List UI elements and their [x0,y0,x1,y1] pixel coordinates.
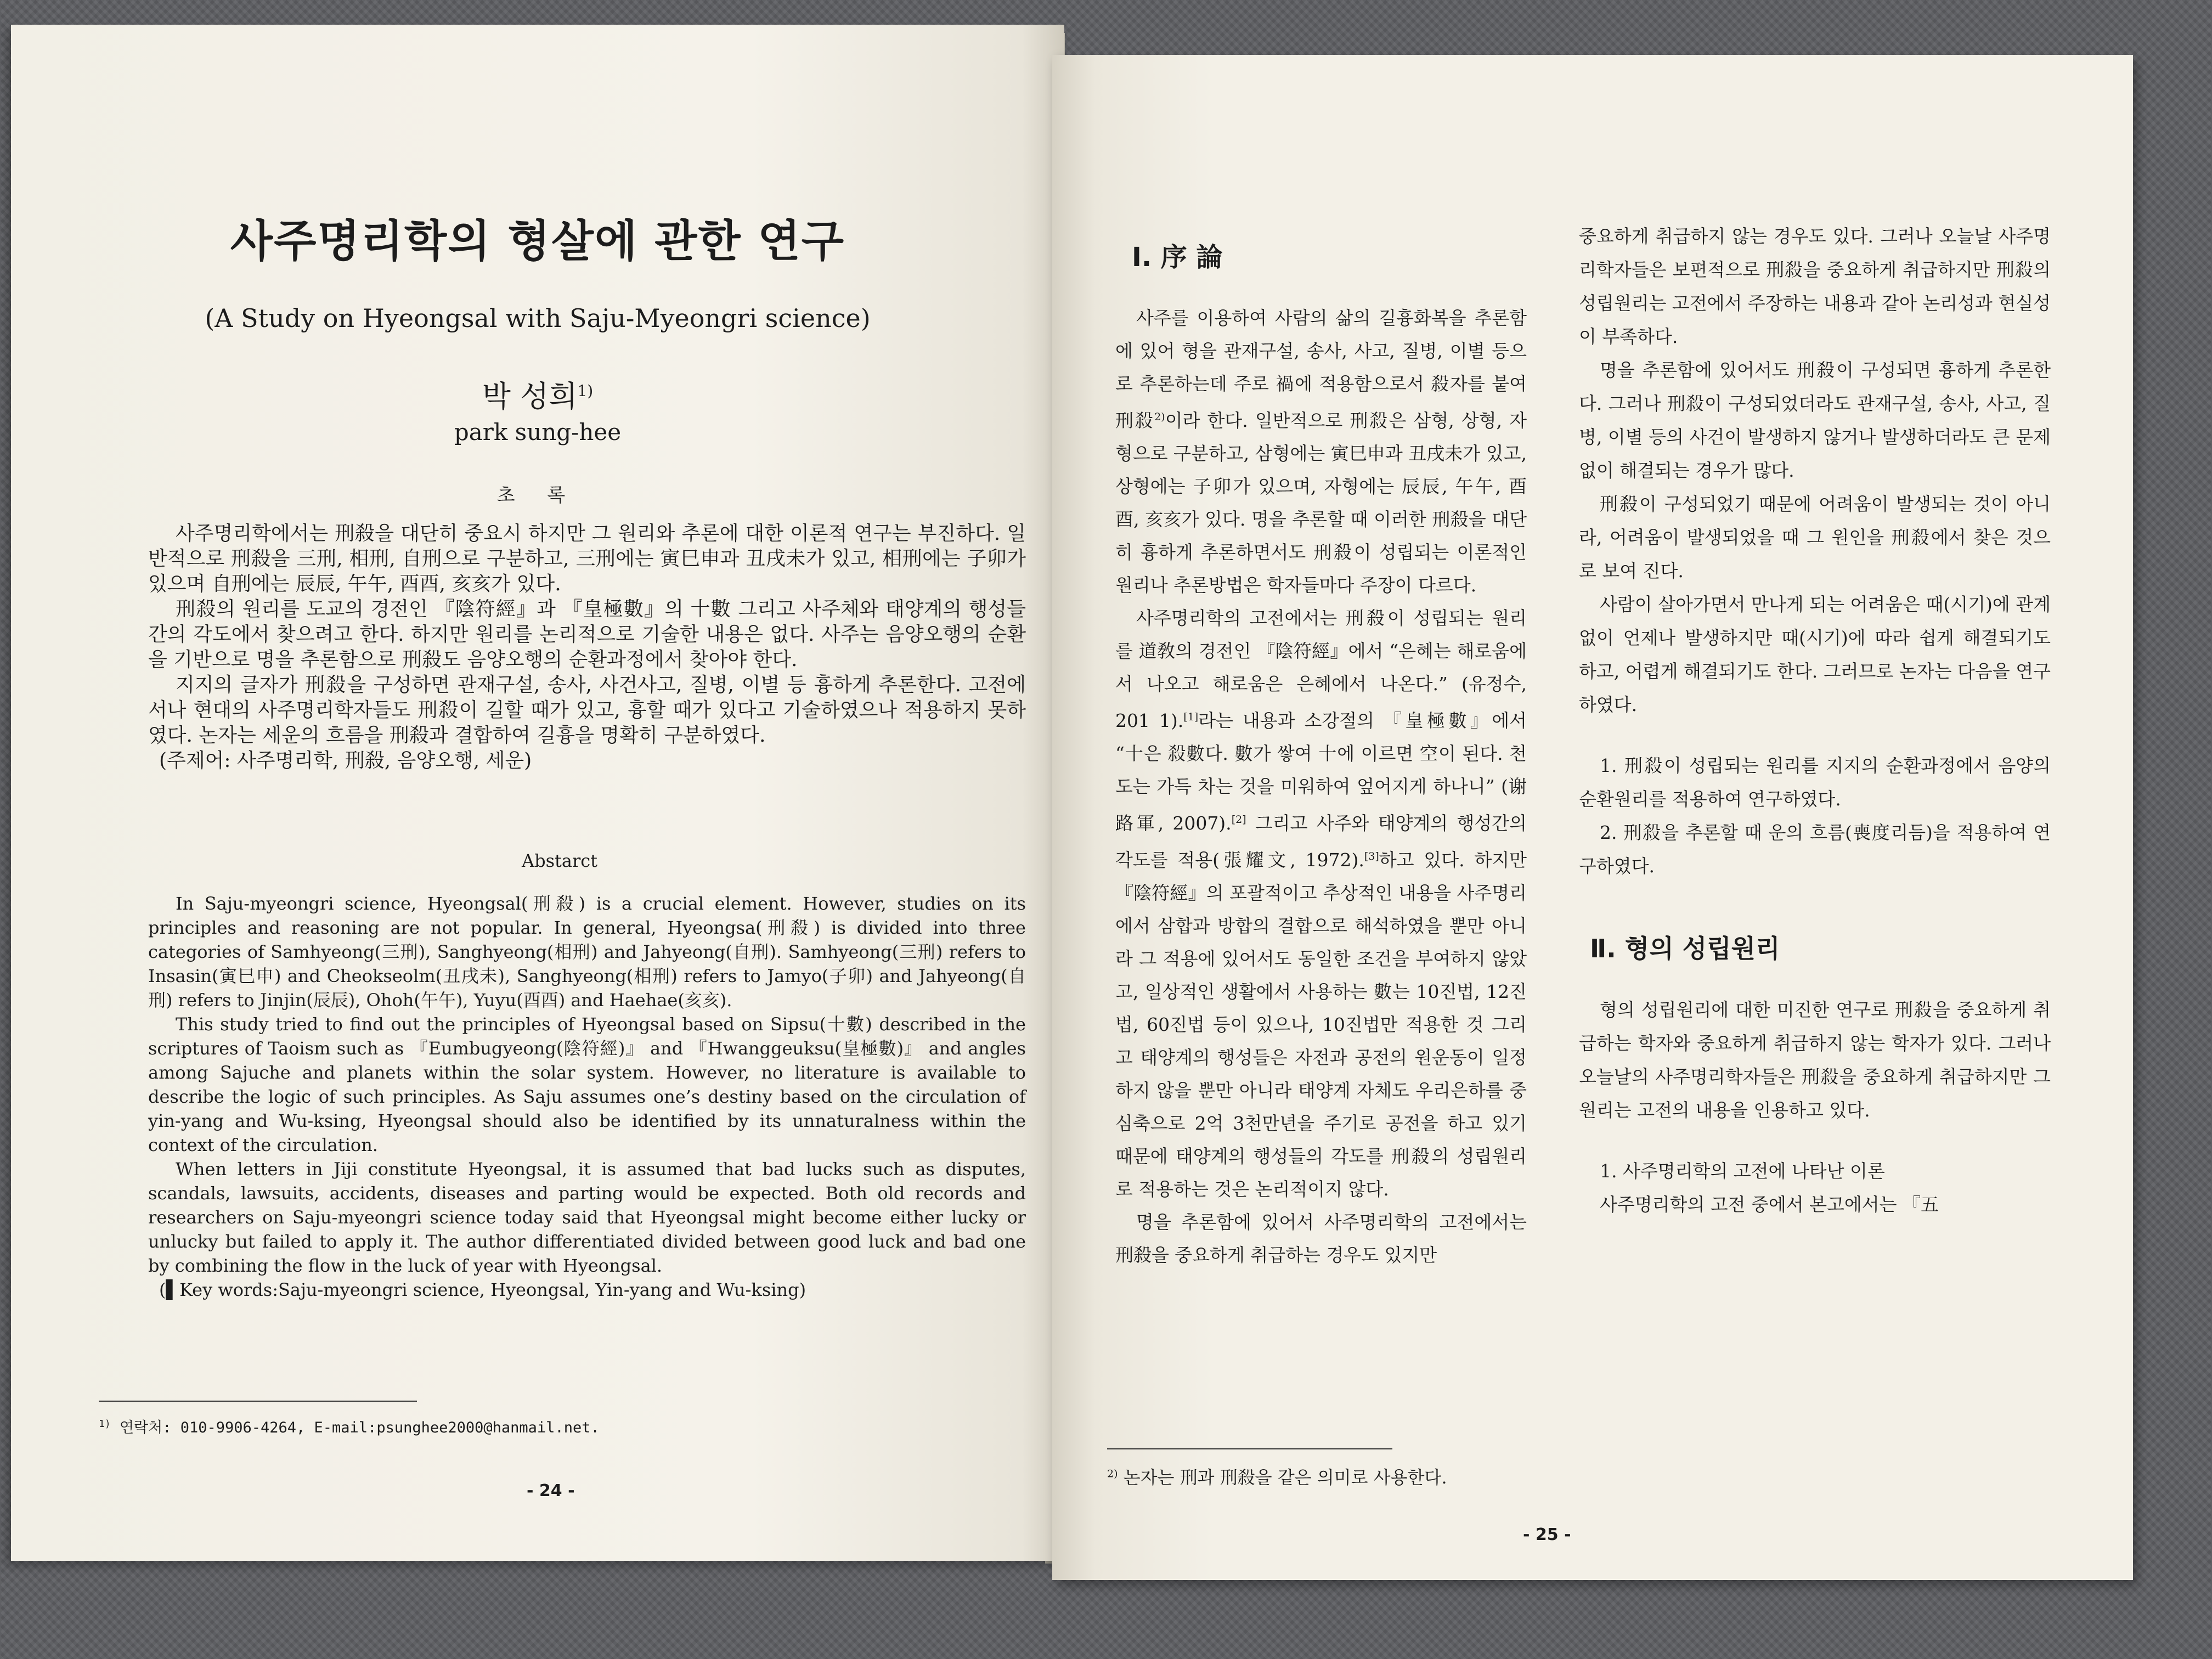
author-name-text: 박 성희 [482,379,578,414]
spacer [1579,1127,2051,1154]
footnote-divider [1107,1448,1392,1449]
research-item: 1. 刑殺이 성립되는 원리를 지지의 순환과정에서 음양의 순환원리를 적용하여 연구하였다. [1579,755,2051,810]
body-text: 이라 한다. 일반적으로 刑殺은 삼형, 상형, 자형으로 구분하고, 삼형에는 寅巳申과 丑戌未가 있고, 상형에는 子卯가 있으며, 자형에는 辰辰, 午午, 酉酉, 亥亥가 있다. 명을 추론할 때 이러한 刑殺을 대단히 흉하게 추론하면서도 刑殺이 성립되는 이론적인 원리나 추론방법은 학자들마다 주장이 다르다. [1115,410,1527,596]
footnote-contact [99,1415,600,1437]
citation-ref: [1] [1183,711,1199,723]
section-heading-introduction: Ⅰ. 序 論 [1132,242,1223,273]
english-abstract-paragraph: In Saju-myeongri science, Hyeongsal(刑殺) is a crucial element. However, studies on its principles and reasoning are not popular. In general, Hyeongsa(刑殺) is divided into three categories of Samhyeong(三刑), Sanghyeong(相刑) and Jahyeong(自刑). Samhyeong(三刑) refers to Insasin(寅巳申) and Cheokseolm(丑戌未), Sanghyeong(相刑) refers to Jamyo(子卯) and Jahyeong(自刑) refers to Jinjin(辰辰), Ohoh(午午), Yuyu(酉酉) and Haehae(亥亥). [148,893,1026,1011]
footnote-terminology [1107,1464,1447,1489]
author-name [11,373,1064,415]
korean-abstract-heading: 초 록 [496,484,579,506]
body-paragraph: 사람이 살아가면서 만나게 되는 어려움은 때(시기)에 관계없이 언제나 발생하지만 때(시기)에 따라 쉽게 해결되기도 하고, 어렵게 해결되기도 한다. 그러므로 논자는 다음을 연구하였다. [1579,594,2051,715]
korean-abstract-paragraph: 지지의 글자가 刑殺을 구성하면 관재구설, 송사, 사건사고, 질병, 이별 등 흉하게 추론한다. 고전에서나 현대의 사주명리학자들도 刑殺이 길할 때가 있고, 흉할 때가 있다고 기술하였으나 적용하지 못하였다. 논자는 세운의 흐름을 刑殺과 결합하여 길흉을 명확히 구분하였다. [148,674,1026,747]
english-abstract-heading: Abstarct [521,850,598,871]
body-text: 그리고 사주와 태양계의 행성간의 각도를 적용(張耀文, 1972). [1115,812,1527,871]
body-paragraph: 명을 추론함에 있어서 사주명리학의 고전에서는 刑殺을 중요하게 취급하는 경우도 있지만 [1115,1211,1527,1266]
korean-abstract-paragraph: 刑殺의 원리를 도교의 경전인 『陰符經』과 『皇極數』의 十數 그리고 사주체와 태양계의 행성들간의 각도에서 찾으려고 한다. 하지만 원리를 논리적으로 기술한 내용은 없다. 사주는 음양오행의 순환을 기반으로 명을 추론함으로 刑殺도 음양오행의 순환과정에서 찾아야 한다. [148,598,1026,671]
page-number-left: - 24 - [527,1481,575,1500]
body-paragraph: 사주명리학의 고전 중에서 본고에서는 『五 [1600,1194,1939,1215]
right-page [1052,55,2133,1580]
body-text: 하고 있다. 하지만 『陰符經』의 포괄적이고 추상적인 내용을 사주명리에서 삼합과 방합의 결합으로 해석하였을 뿐만 아니라 그 적용에 있어서도 동일한 조건을 부여하지 않았고, 일상적인 생활에서 사용하는 數는 10진법, 12진법, 60진법 등이 있으나, 10진법만 적용한 것 그리고 태양계의 행성들은 자전과 공전의 원운동이 일정하지 않을 뿐만 아니라 태양계 자체도 우리은하를 중심축으로 2억 3천만년을 주기로 공전을 하고 있기 때문에 태양계의 행성들의 각도를 刑殺의 성립원리로 적용하는 것은 논리적이지 않다. [1115,849,1527,1200]
body-column-1 [1115,302,1527,1272]
research-item: 2. 刑殺을 추론할 때 운의 흐름(喪度리듬)을 적용하여 연구하였다. [1579,822,2051,877]
body-text: 사주를 이용하여 사람의 삶의 길흉화복을 추론함에 있어 형을 관재구설, 송사, 사고, 질병, 이별 등으로 추론하는데 주로 禍에 적용함으로서 殺자를 붙여 刑殺 [1115,307,1527,431]
subsection-heading: 1. 사주명리학의 고전에 나타난 이론 [1600,1160,1885,1182]
body-text: 라는 내용과 소강절의 『皇極數』에서 “十은 殺數다. 數가 쌓여 十에 이르면 空이 된다. 천도는 가득 차는 것을 미워하여 엎어지게 하나니” (谢路軍, 2007). [1115,710,1527,834]
korean-abstract-paragraph: 사주명리학에서는 刑殺을 대단히 중요시 하지만 그 원리와 추론에 대한 이론적 연구는 부진하다. 일반적으로 刑殺을 三刑, 相刑, 自刑으로 구분하고, 三刑에는 寅巳申과 丑戌未가 있고, 相刑에는 子卯가 있으며 自刑에는 辰辰, 午午, 酉酉, 亥亥가 있다. [148,522,1026,595]
body-paragraph: 중요하게 취급하지 않는 경우도 있다. 그러나 오늘날 사주명리학자들은 보편적으로 刑殺을 중요하게 취급하지만 刑殺의 성립원리는 고전에서 주장하는 내용과 같아 논리성과 현실성이 부족하다. [1579,225,2051,347]
body-paragraph: 刑殺이 구성되었기 때문에 어려움이 발생되는 것이 아니라, 어려움이 발생되었을 때 그 원인을 刑殺에서 찾은 것으로 보여 진다. [1579,493,2051,582]
footnote-text: 논자는 刑과 刑殺을 같은 의미로 사용한다. [1123,1467,1447,1488]
citation-ref: [2] [1231,814,1246,826]
body-paragraph: 명을 추론함에 있어서도 刑殺이 구성되면 흉하게 추론한다. 그러나 刑殺이 구성되었더라도 관재구설, 송사, 사고, 질병, 이별 등의 사건이 발생하지 않거나 발생하더라도 큰 문제없이 해결되는 경우가 많다. [1579,359,2051,481]
body-paragraph [1115,602,1527,1206]
author-note-mark: 1) [577,382,594,400]
paper-title: 사주명리학의 형살에 관한 연구 [230,216,845,267]
english-keywords: (▌Key words:Saju-myeongri science, Hyeongsal, Yin-yang and Wu-ksing) [159,1279,806,1300]
footnote-text: 연락처: 010-9906-4264, E-mail:psunghee2000@hanmail.net. [119,1419,600,1436]
section-heading-principles: Ⅱ. 형의 성립원리 [1590,934,1780,963]
korean-abstract [148,521,1026,774]
paper-subtitle: (A Study on Hyeongsal with Saju-Myeongri science) [205,303,871,333]
body-paragraph [1115,302,1527,602]
author-name-english: park sung-hee [454,419,622,445]
body-column-2 [1579,219,2051,1221]
left-page [11,25,1064,1561]
korean-keywords: (주제어: 사주명리학, 刑殺, 음양오행, 세운) [159,749,532,772]
english-abstract-paragraph: This study tried to find out the principles of Hyeongsal based on Sipsu(十數) described in the scriptures of Taoism such as 『Eumbugyeong(陰符經)』 and 『Hwanggeuksu(皇極數)』 and angles among Sajuche and planets within the solar system. However, no literature is available to describe the logic of such principles. As Saju assumes one’s destiny based on the circulation of yin-yang and Wu-ksing, Hyeongsal should also be identified by its unnaturalness within the context of the circulation. [148,1014,1026,1155]
footnote-divider [99,1401,417,1402]
english-abstract-paragraph: When letters in Jiji constitute Hyeongsal, it is assumed that bad lucks such as disputes, scandals, lawsuits, accidents, diseases and parting would be expected. Both old records and researchers on Saju-myeongri science today said that Hyeongsal might become either lucky or unlucky but failed to apply it. The author differentiated divided between good luck and bad one by combining the flow in the luck of year with Hyeongsal. [148,1159,1026,1276]
footnote-ref: 2) [1154,411,1165,423]
citation-ref: [3] [1364,850,1379,862]
footnote-mark: 1) [99,1418,111,1430]
english-abstract [148,891,1026,1302]
page-number-right: - 25 - [1523,1525,1571,1544]
body-paragraph: 형의 성립원리에 대한 미진한 연구로 刑殺을 중요하게 취급하는 학자와 중요하게 취급하지 않는 학자가 있다. 그러나 오늘날의 사주명리학자들은 刑殺을 중요하게 취급하지만 그 원리는 고전의 내용을 인용하고 있다. [1579,999,2051,1121]
footnote-mark: 2) [1107,1468,1118,1480]
body-text: 사주명리학의 고전에서는 刑殺이 성립되는 원리를 道敎의 경전인 『陰符經』에서 “은혜는 해로움에서 나오고 해로움은 은혜에서 나온다.” (유정수, 201 1). [1115,607,1527,731]
spacer [1579,721,2051,749]
